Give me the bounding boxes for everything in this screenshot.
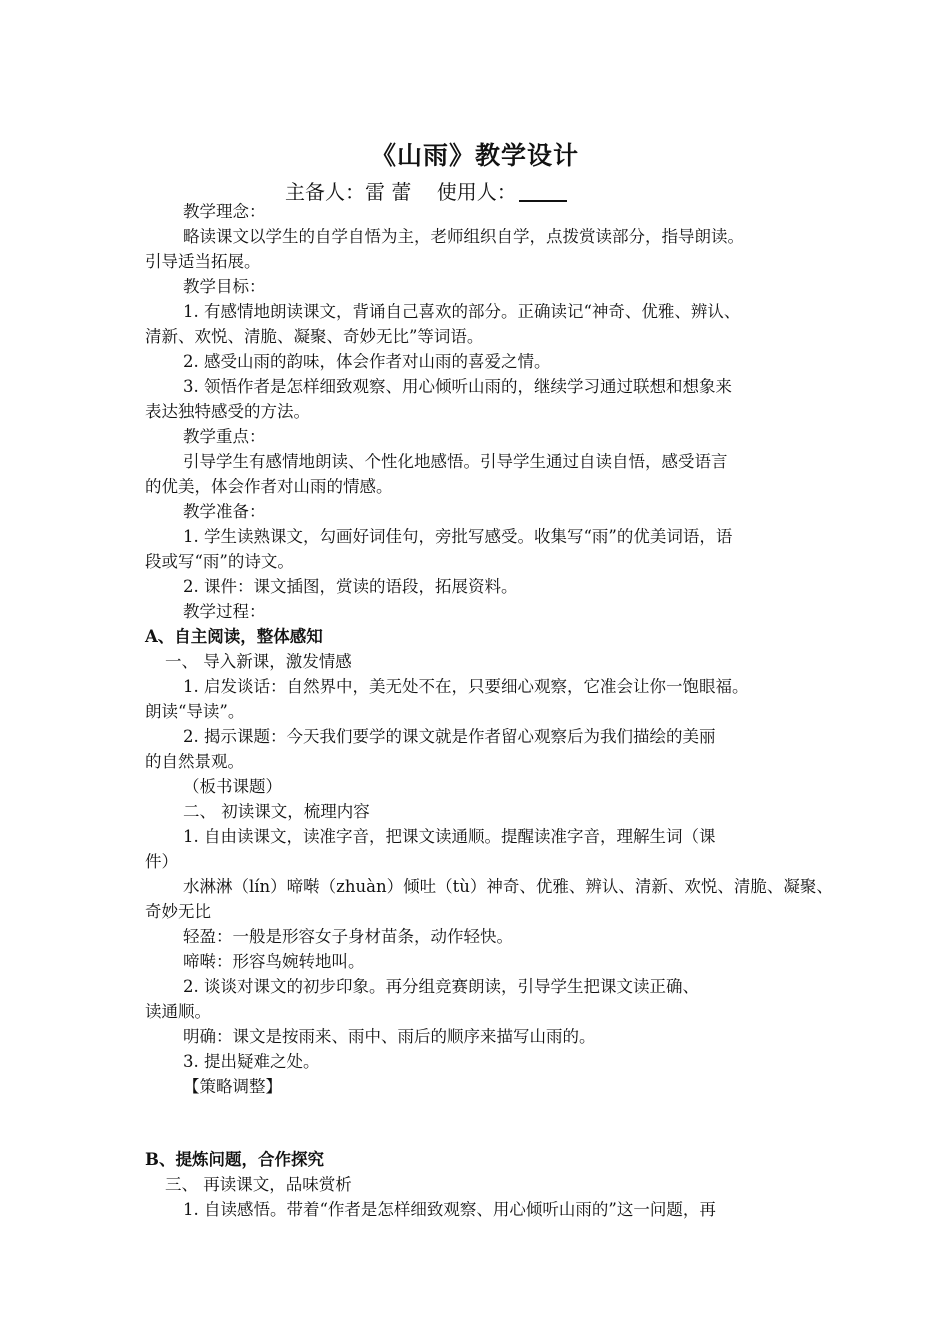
paragraph-line: 的优美，体会作者对山雨的情感。 xyxy=(145,477,393,496)
section-heading-preparation: 教学准备： xyxy=(183,502,266,521)
step-heading-2: 二、 初读课文，梳理内容 xyxy=(183,802,370,821)
board-note: （板书课题） xyxy=(183,777,282,796)
vocabulary-line: 奇妙无比 xyxy=(145,902,211,921)
user-blank xyxy=(519,180,567,202)
paragraph-line: 3. 提出疑难之处。 xyxy=(183,1052,320,1071)
definition-line: 啼啭：形容鸟婉转地叫。 xyxy=(183,952,365,971)
paragraph-line: 引导学生有感情地朗读、个性化地感悟。引导学生通过自读自悟，感受语言 xyxy=(183,452,728,471)
main-author-label: 主备人： xyxy=(285,180,365,204)
paragraph-line: 读通顺。 xyxy=(145,1002,211,1021)
paragraph-line: 略读课文以学生的自学自悟为主，老师组织自学，点拨赏读部分，指导朗读。 xyxy=(183,227,744,246)
paragraph-line: 1. 启发谈话：自然界中，美无处不在，只要细心观察，它准会让你一饱眼福。 xyxy=(183,677,749,696)
part-heading-a: A、自主阅读，整体感知 xyxy=(145,627,323,646)
paragraph-line: 的自然景观。 xyxy=(145,752,244,771)
paragraph-line: 1. 自由读课文，读准字音，把课文读通顺。提醒读准字音，理解生词（课 xyxy=(183,827,716,846)
paragraph-line: 2. 课件：课文插图，赏读的语段，拓展资料。 xyxy=(183,577,518,596)
paragraph-line: 1. 自读感悟。带着“作者是怎样细致观察、用心倾听山雨的”这一问题，再 xyxy=(183,1200,716,1219)
section-heading-process: 教学过程： xyxy=(183,602,266,621)
step-heading-1: 一、 导入新课，激发情感 xyxy=(165,652,352,671)
paragraph-line: 2. 揭示课题：今天我们要学的课文就是作者留心观察后为我们描绘的美丽 xyxy=(183,727,716,746)
paragraph-line: 2. 谈谈对课文的初步印象。再分组竞赛朗读，引导学生把课文读正确、 xyxy=(183,977,699,996)
paragraph-line: 引导适当拓展。 xyxy=(145,252,261,271)
paragraph-line: 明确：课文是按雨来、雨中、雨后的顺序来描写山雨的。 xyxy=(183,1027,596,1046)
paragraph-line: 件） xyxy=(145,852,178,871)
document-title: 《山雨》教学设计 xyxy=(370,141,579,170)
author-line xyxy=(285,176,567,205)
step-heading-3: 三、 再读课文，品味赏析 xyxy=(165,1175,352,1194)
paragraph-line: 1. 有感情地朗读课文，背诵自己喜欢的部分。正确读记“神奇、优雅、辨认、 xyxy=(183,302,741,321)
paragraph-line: 1. 学生读熟课文，勾画好词佳句，旁批写感受。收集写“雨”的优美词语，语 xyxy=(183,527,733,546)
user-label: 使用人： xyxy=(436,180,517,204)
paragraph-line: 清新、欢悦、清脆、凝聚、奇妙无比”等词语。 xyxy=(145,327,484,346)
section-heading-philosophy: 教学理念： xyxy=(183,202,266,221)
paragraph-line: 2. 感受山雨的韵味，体会作者对山雨的喜爱之情。 xyxy=(183,352,551,371)
paragraph-line: 表达独特感受的方法。 xyxy=(145,402,310,421)
vocabulary-line: 水淋淋（lín）啼啭（zhuàn）倾吐（tù）神奇、优雅、辨认、清新、欢悦、清脆、凝聚、 xyxy=(183,877,833,896)
strategy-adjustment: 【策略调整】 xyxy=(183,1077,282,1096)
paragraph-line: 段或写“雨”的诗文。 xyxy=(145,552,294,571)
main-author-name: 雷 蕾 xyxy=(365,180,412,204)
paragraph-line: 3. 领悟作者是怎样细致观察、用心倾听山雨的，继续学习通过联想和想象来 xyxy=(183,377,732,396)
section-heading-objectives: 教学目标： xyxy=(183,277,266,296)
paragraph-line: 朗读“导读”。 xyxy=(145,702,245,721)
section-heading-focus: 教学重点： xyxy=(183,427,266,446)
definition-line: 轻盈：一般是形容女子身材苗条，动作轻快。 xyxy=(183,927,513,946)
part-heading-b: B、提炼问题，合作探究 xyxy=(145,1150,324,1169)
